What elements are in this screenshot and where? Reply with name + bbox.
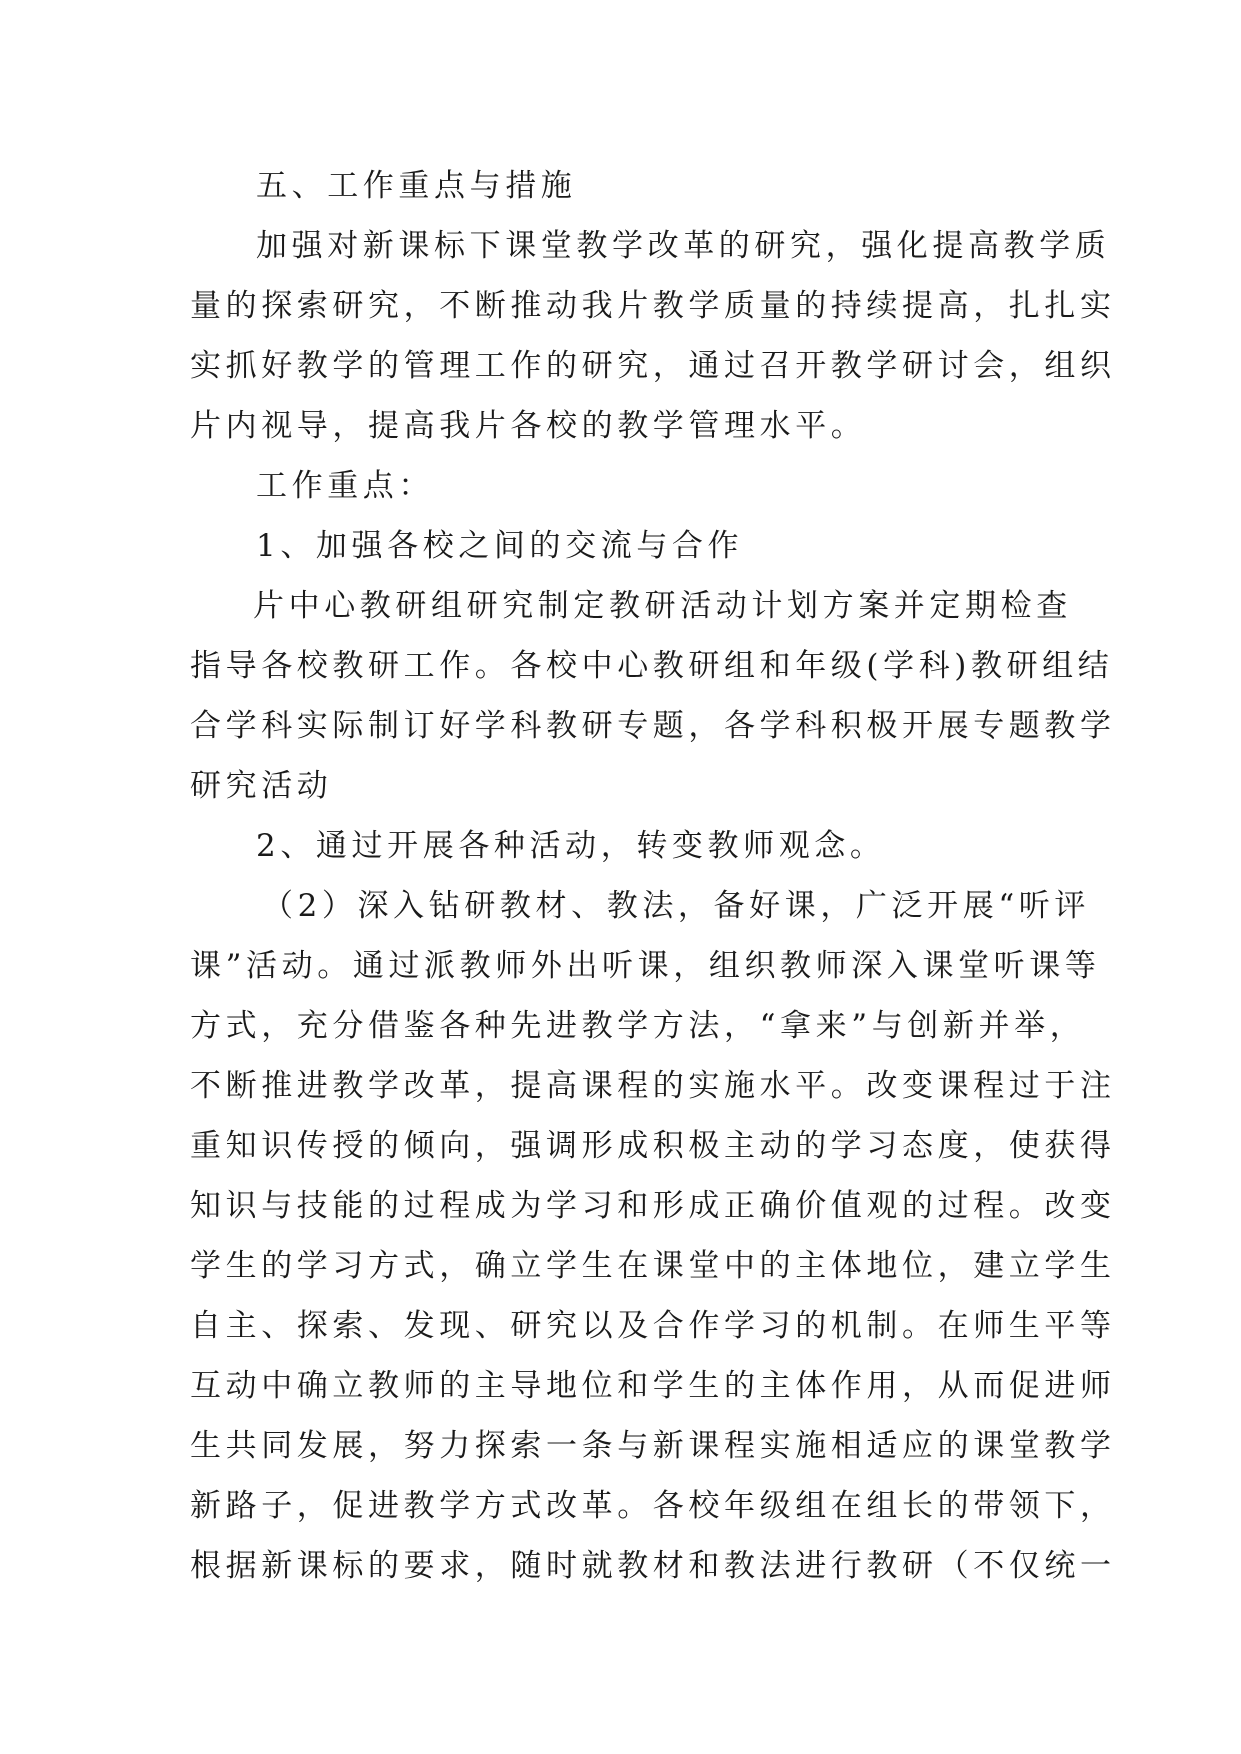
paragraph-line: 自主、探索、发现、研究以及合作学习的机制。在师生平等 (190, 1308, 1116, 1344)
paragraph-line: 方式，充分借鉴各种先进教学方法，“拿来”与创新并举， (190, 1008, 1086, 1044)
paragraph-line: 生共同发展，努力探索一条与新课程实施相适应的课堂教学 (190, 1428, 1116, 1464)
list-item-heading: 2、通过开展各种活动，转变教师观念。 (256, 828, 886, 864)
paragraph-line: 重知识传授的倾向，强调形成积极主动的学习态度，使获得 (190, 1128, 1116, 1164)
paragraph-line: 知识与技能的过程成为学习和形成正确价值观的过程。改变 (190, 1188, 1116, 1224)
paragraph-line: 量的探索研究，不断推动我片教学质量的持续提高，扎扎实 (190, 288, 1116, 324)
paragraph-line: 不断推进教学改革，提高课程的实施水平。改变课程过于注 (190, 1068, 1116, 1104)
paragraph-line: 学生的学习方式，确立学生在课堂中的主体地位，建立学生 (190, 1248, 1116, 1284)
paragraph-line: 课”活动。通过派教师外出听课，组织教师深入课堂听课等 (190, 948, 1101, 984)
paragraph-line: 加强对新课标下课堂教学改革的研究，强化提高教学质 (256, 228, 1111, 264)
paragraph-line: （2）深入钻研教材、教法，备好课，广泛开展“听评 (262, 888, 1090, 924)
paragraph-line: 互动中确立教师的主导地位和学生的主体作用，从而促进师 (190, 1368, 1116, 1404)
paragraph-line: 片中心教研组研究制定教研活动计划方案并定期检查 (253, 588, 1072, 624)
paragraph-line: 合学科实际制订好学科教研专题，各学科积极开展专题教学 (190, 708, 1116, 744)
list-item-heading: 1、加强各校之间的交流与合作 (256, 528, 744, 564)
paragraph-line: 研究活动 (190, 768, 333, 804)
paragraph-line: 指导各校教研工作。各校中心教研组和年级(学科)教研组结 (190, 648, 1114, 684)
paragraph-line: 实抓好教学的管理工作的研究，通过召开教学研讨会，组织 (190, 348, 1116, 384)
paragraph-line: 片内视导，提高我片各校的教学管理水平。 (190, 408, 867, 444)
paragraph-line: 根据新课标的要求，随时就教材和教法进行教研（不仅统一 (190, 1548, 1116, 1584)
paragraph-line: 新路子，促进教学方式改革。各校年级组在组长的带领下， (190, 1488, 1116, 1524)
section-heading: 五、工作重点与措施 (256, 168, 577, 204)
document-body (190, 156, 1116, 1596)
subsection-heading: 工作重点： (256, 468, 434, 504)
